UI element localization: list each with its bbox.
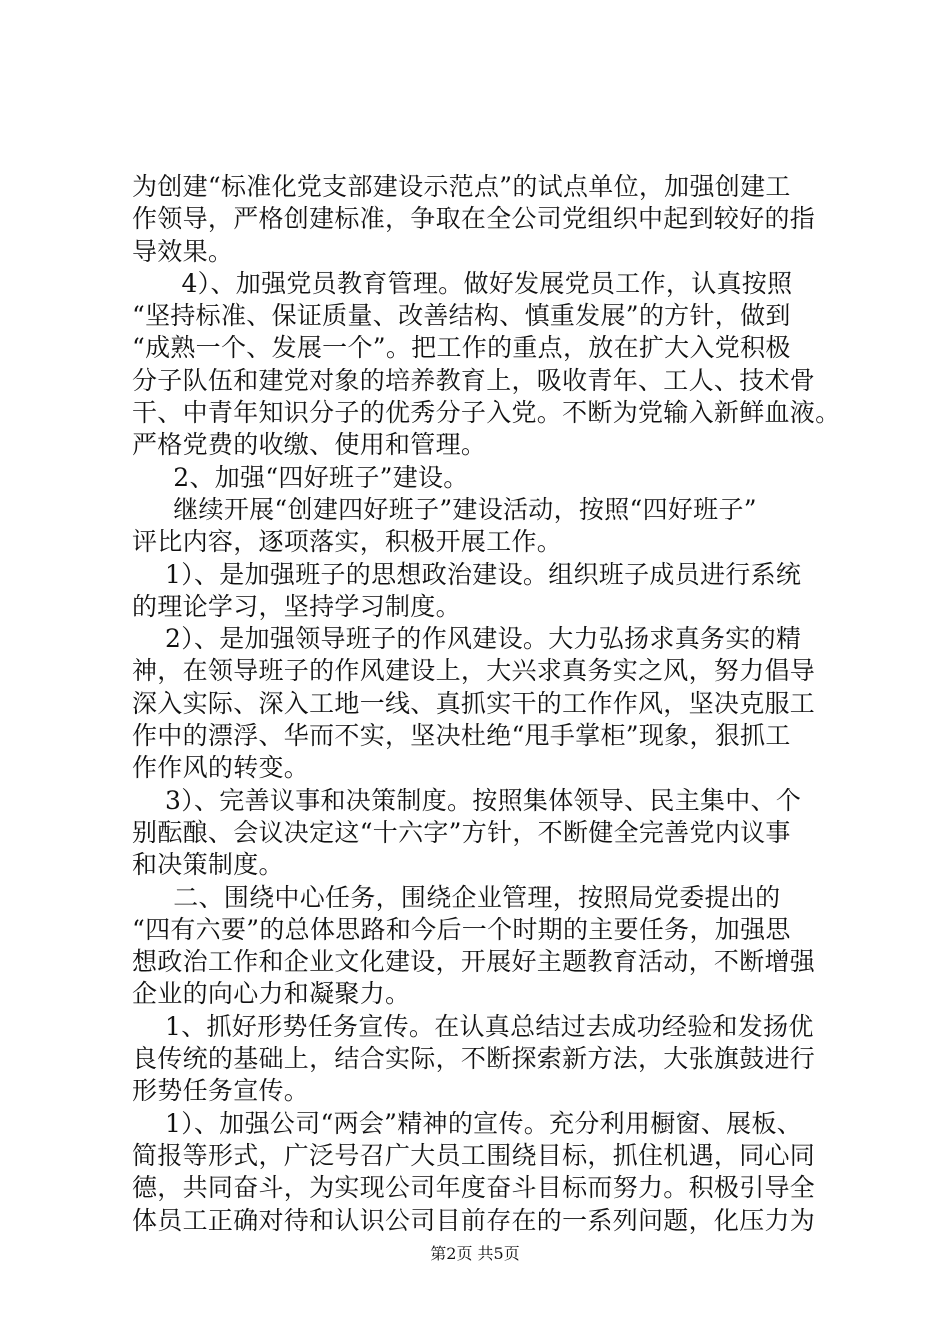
text-line: 二、围绕中心任务，围绕企业管理，按照局党委提出的 (132, 882, 781, 912)
text-line: 作作风的转变。 (132, 753, 310, 783)
text-line: 1）、是加强班子的思想政治建设。组织班子成员进行系统 (132, 559, 802, 589)
text-line: 为创建“标准化党支部建设示范点”的试点单位，加强创建工 (132, 172, 791, 201)
text-line: “四有六要”的总体思路和今后一个时期的主要任务，加强思 (132, 914, 791, 944)
text-line: 分子队伍和建党对象的培养教育上，吸收青年、工人、技术骨 (132, 365, 816, 395)
text-line: 良传统的基础上，结合实际，不断探索新方法，大张旗鼓进行 (132, 1044, 816, 1074)
text-line: 3）、完善议事和决策制度。按照集体领导、民主集中、个 (132, 785, 802, 815)
text-line: 干、中青年知识分子的优秀分子入党。不断为党输入新鲜血液。 (132, 398, 841, 428)
text-line: 导效果。 (132, 236, 234, 266)
text-line: 1、抓好形势任务宣传。在认真总结过去成功经验和发扬优 (132, 1011, 814, 1041)
text-line: 想政治工作和企业文化建设，开展好主题教育活动，不断增强 (132, 947, 816, 977)
text-line: “坚持标准、保证质量、改善结构、慎重发展”的方针，做到 (132, 301, 791, 331)
page-number-footer: 第2页 共5页 (430, 1244, 520, 1263)
text-line: 1）、加强公司“两会”精神的宣传。充分利用橱窗、展板、 (132, 1108, 803, 1138)
text-line: 深入实际、深入工地一线、真抓实干的工作作风，坚决克服工 (132, 688, 816, 718)
text-line: 德，共同奋斗，为实现公司年度奋斗目标而努力。积极引导全 (132, 1173, 816, 1203)
text-line: 4）、加强党员教育管理。做好发展党员工作，认真按照 (132, 268, 793, 298)
text-line: 作中的漂浮、华而不实，坚决杜绝“甩手掌柜”现象，狠抓工 (132, 721, 791, 751)
text-line: 神，在领导班子的作风建设上，大兴求真务实之风，努力倡导 (132, 656, 816, 686)
document-body (132, 171, 841, 1237)
text-line: 2）、是加强领导班子的作风建设。大力弘扬求真务实的精 (132, 624, 802, 654)
text-line: 体员工正确对待和认识公司目前存在的一系列问题，化压力为 (132, 1205, 816, 1235)
text-line: 作领导，严格创建标准，争取在全公司党组织中起到较好的指 (132, 204, 816, 234)
text-line: 的理论学习，坚持学习制度。 (132, 591, 461, 621)
text-line: 企业的向心力和凝聚力。 (132, 979, 411, 1009)
text-line: “成熟一个、发展一个”。把工作的重点，放在扩大入党积极 (132, 333, 791, 363)
text-line: 和决策制度。 (132, 850, 284, 880)
text-line: 2、加强“四好班子”建设。 (132, 462, 469, 492)
text-line: 简报等形式，广泛号召广大员工围绕目标，抓住机遇，同心同 (132, 1140, 816, 1170)
text-line: 别酝酿、会议决定这“十六字”方针，不断健全完善党内议事 (132, 817, 791, 847)
text-line: 继续开展“创建四好班子”建设活动，按照“四好班子” (132, 494, 757, 524)
text-line: 严格党费的收缴、使用和管理。 (132, 430, 487, 460)
text-line: 评比内容，逐项落实，积极开展工作。 (132, 527, 563, 557)
text-line: 形势任务宣传。 (132, 1076, 310, 1106)
